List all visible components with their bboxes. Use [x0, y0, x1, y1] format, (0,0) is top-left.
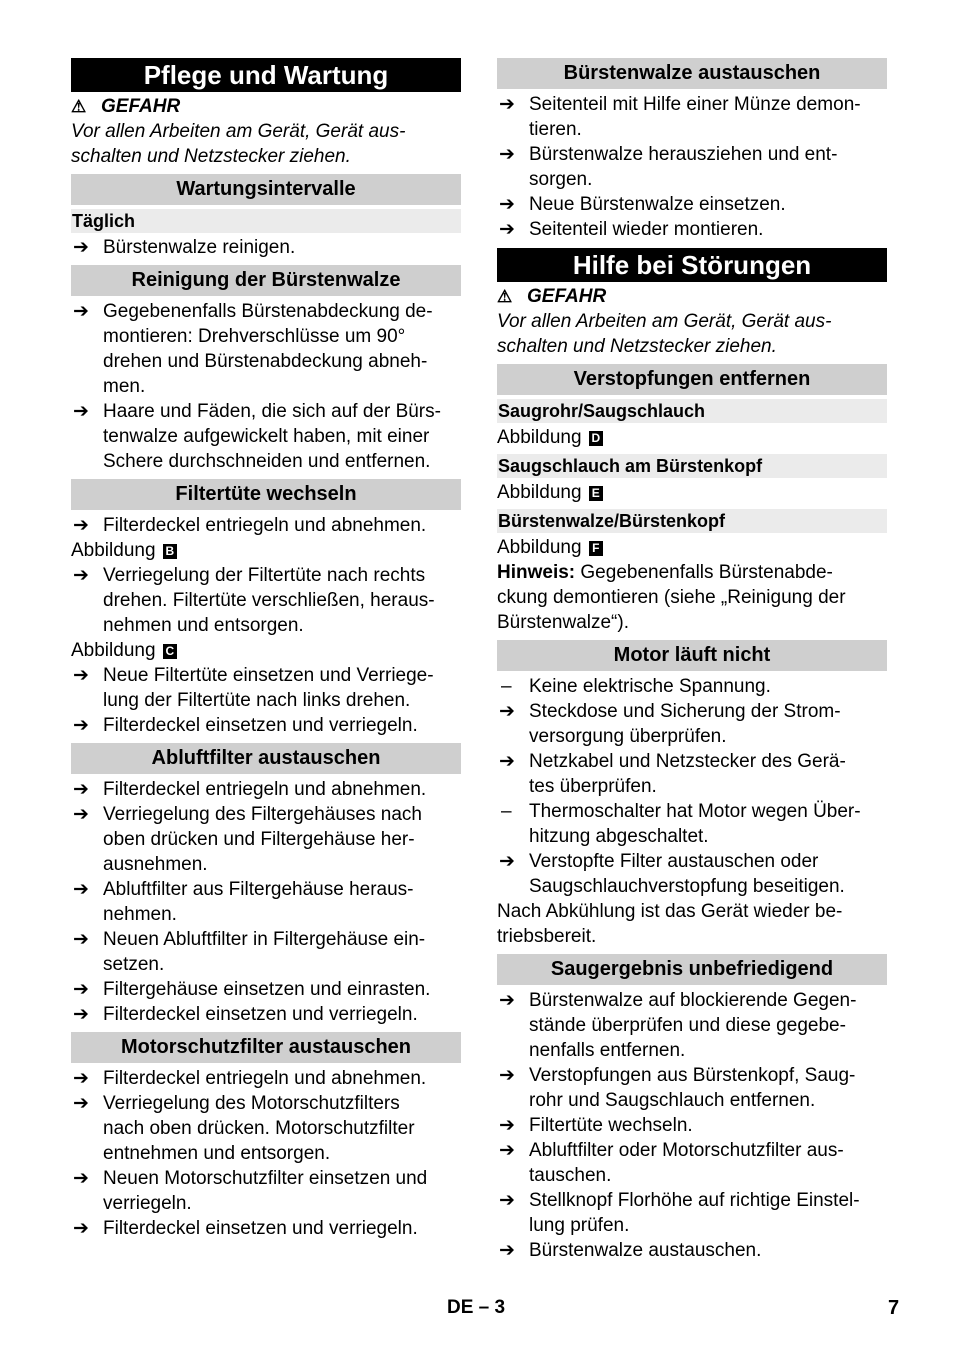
list-item: ➔ Neue Bürstenwalze einsetzen.: [499, 194, 786, 215]
arrow-icon: ➔: [73, 715, 89, 736]
list-item: ➔ Bürstenwalze herausziehen und ent- sorgen.: [499, 144, 838, 190]
heading-buerstenwalze-austauschen: Bürstenwalze austauschen: [497, 58, 887, 89]
list-item: ➔ Steckdose und Sicherung der Strom- versorgung überprüfen.: [499, 701, 841, 747]
arrow-icon: ➔: [73, 804, 89, 825]
arrow-icon: ➔: [73, 1068, 89, 1089]
figure-label-e: E: [589, 486, 603, 501]
list-item: ➔ Filtergehäuse einsetzen und einrasten.: [73, 979, 431, 1000]
heading-motorschutzfilter: Motorschutzfilter austauschen: [71, 1032, 461, 1063]
list-item: ➔ Haare und Fäden, die sich auf der Bürs- tenwalze aufgewickelt haben, mit einer Schere durchschneiden und entfernen.: [73, 401, 441, 472]
list-item: ➔ Bürstenwalze reinigen.: [73, 237, 296, 258]
figure-reference: Abbildung E: [497, 480, 887, 505]
list-item: ➔ Filterdeckel einsetzen und verriegeln.: [73, 1004, 418, 1025]
list-item: ➔ Filtertüte wechseln.: [499, 1115, 693, 1136]
figure-reference: Abbildung D: [497, 425, 887, 450]
list-item: ➔ Filterdeckel entriegeln und abnehmen.: [73, 515, 427, 536]
dash-mark: –: [501, 801, 512, 822]
arrow-icon: ➔: [499, 194, 515, 215]
arrow-icon: ➔: [499, 751, 515, 772]
arrow-icon: ➔: [73, 515, 89, 536]
arrow-icon: ➔: [73, 401, 89, 422]
warning-text: Vor allen Arbeiten am Gerät, Gerät aus- schalten und Netzstecker ziehen.: [497, 311, 832, 357]
figure-label-f: F: [589, 541, 603, 556]
heading-abluftfilter: Abluftfilter austauschen: [71, 743, 461, 774]
arrow-icon: ➔: [73, 1093, 89, 1114]
heading-wartungsintervalle: Wartungsintervalle: [71, 174, 461, 205]
heading-filtertuete: Filtertüte wechseln: [71, 479, 461, 510]
hint-label: Hinweis:: [497, 562, 576, 583]
arrow-icon: ➔: [499, 1115, 515, 1136]
list-item: ➔ Abluftfilter aus Filtergehäuse heraus- nehmen.: [73, 879, 414, 925]
list-item: ➔ Seitenteil mit Hilfe einer Münze demon- tieren.: [499, 94, 861, 140]
arrow-icon: ➔: [499, 219, 515, 240]
heading-saugergebnis: Saugergebnis unbefriedigend: [497, 954, 887, 985]
arrow-icon: ➔: [73, 237, 89, 258]
arrow-icon: ➔: [73, 879, 89, 900]
arrow-icon: ➔: [499, 144, 515, 165]
list-item: ➔ Verstopfungen aus Bürstenkopf, Saug- rohr und Saugschlauch entfernen.: [499, 1065, 856, 1111]
list-item: ➔ Filterdeckel entriegeln und abnehmen.: [73, 779, 427, 800]
list-item: ➔ Verriegelung der Filtertüte nach rechts drehen. Filtertüte verschließen, heraus- nehmen und entsorgen.: [73, 565, 435, 636]
list-item: ➔ Verriegelung des Filtergehäuses nach oben drücken und Filtergehäuse her- ausnehmen.: [73, 804, 422, 875]
arrow-icon: ➔: [73, 301, 89, 322]
list-item: ➔ Neuen Abluftfilter in Filtergehäuse ein- setzen.: [73, 929, 426, 975]
section-title-pflege: Pflege und Wartung: [71, 58, 461, 92]
list-item: – Keine elektrische Spannung.: [501, 676, 771, 697]
list-item: ➔ Verriegelung des Motorschutzfilters nach oben drücken. Motorschutzfilter entnehmen und entsorgen.: [73, 1093, 415, 1164]
list-item: ➔ Verstopfte Filter austauschen oder Saugschlauchverstopfung beseitigen.: [499, 851, 845, 897]
list-item: ➔ Bürstenwalze austauschen.: [499, 1240, 762, 1261]
figure-label-d: D: [589, 431, 603, 446]
figure-reference: Abbildung B: [71, 538, 461, 563]
heading-reinigung: Reinigung der Bürstenwalze: [71, 265, 461, 296]
list-item: ➔ Netzkabel und Netzstecker des Gerä- tes überprüfen.: [499, 751, 846, 797]
subheading-taeglich: Täglich: [71, 209, 461, 233]
list-item: ➔ Filterdeckel einsetzen und verriegeln.: [73, 715, 418, 736]
warning-heading: ⚠ GEFAHR: [71, 96, 181, 117]
list-item: ➔ Bürstenwalze auf blockierende Gegen- stände überprüfen und diese gegebe- nenfalls entfernen.: [499, 990, 857, 1061]
arrow-icon: ➔: [499, 851, 515, 872]
arrow-icon: ➔: [499, 94, 515, 115]
arrow-icon: ➔: [73, 1168, 89, 1189]
list-item: ➔ Filterdeckel einsetzen und verriegeln.: [73, 1218, 418, 1239]
figure-reference: Abbildung C: [71, 638, 461, 663]
arrow-icon: ➔: [499, 990, 515, 1011]
section-title-hilfe: Hilfe bei Störungen: [497, 248, 887, 282]
subheading-buerstenkopf: Bürstenwalze/Bürstenkopf: [497, 509, 887, 533]
page-number: 7: [888, 1297, 900, 1319]
arrow-icon: ➔: [499, 1190, 515, 1211]
warning-text: Vor allen Arbeiten am Gerät, Gerät aus- schalten und Netzstecker ziehen.: [71, 121, 406, 167]
heading-motor: Motor läuft nicht: [497, 640, 887, 671]
arrow-icon: ➔: [73, 1218, 89, 1239]
subheading-saugschlauch: Saugschlauch am Bürstenkopf: [497, 454, 887, 478]
arrow-icon: ➔: [73, 565, 89, 586]
list-item: ➔ Neuen Motorschutzfilter einsetzen und verriegeln.: [73, 1168, 428, 1214]
warning-triangle-icon: ⚠: [71, 97, 87, 116]
heading-verstopfungen: Verstopfungen entfernen: [497, 364, 887, 395]
arrow-icon: ➔: [73, 1004, 89, 1025]
list-item: ➔ Abluftfilter oder Motorschutzfilter aus- tauschen.: [499, 1140, 844, 1186]
figure-label-b: B: [163, 544, 177, 559]
footer-section-label: DE – 3: [447, 1297, 506, 1318]
list-item: ➔ Filterdeckel entriegeln und abnehmen.: [73, 1068, 427, 1089]
dash-mark: –: [501, 676, 512, 697]
figure-reference: Abbildung F: [497, 535, 887, 560]
left-column: [71, 58, 461, 1241]
subheading-saugrohr: Saugrohr/Saugschlauch: [497, 399, 887, 423]
arrow-icon: ➔: [73, 665, 89, 686]
figure-label-c: C: [163, 644, 177, 659]
arrow-icon: ➔: [499, 1140, 515, 1161]
warning-triangle-icon: ⚠: [497, 287, 513, 306]
list-item: – Thermoschalter hat Motor wegen Über- hitzung abgeschaltet.: [501, 801, 861, 847]
motor-after-text: Nach Abkühlung ist das Gerät wieder be- triebsbereit.: [497, 901, 843, 947]
arrow-icon: ➔: [499, 1240, 515, 1261]
list-item: ➔ Stellknopf Florhöhe auf richtige Einstel- lung prüfen.: [499, 1190, 860, 1236]
arrow-icon: ➔: [499, 1065, 515, 1086]
list-item: ➔ Seitenteil wieder montieren.: [499, 219, 764, 240]
list-item: ➔ Neue Filtertüte einsetzen und Verriege- lung der Filtertüte nach links drehen.: [73, 665, 434, 711]
warning-heading: ⚠ GEFAHR: [497, 286, 607, 307]
hint-paragraph: Hinweis: Gegebenenfalls Bürstenabde- ckung demontieren (siehe „Reinigung der Bürstenwalze“).: [497, 562, 846, 633]
arrow-icon: ➔: [73, 929, 89, 950]
list-item: ➔ Gegebenenfalls Bürstenabdeckung de- montieren: Drehverschlüsse um 90° drehen und Bürstenabdeckung abneh- men.: [73, 301, 433, 397]
right-column: [497, 58, 887, 1263]
arrow-icon: ➔: [499, 701, 515, 722]
arrow-icon: ➔: [73, 979, 89, 1000]
arrow-icon: ➔: [73, 779, 89, 800]
